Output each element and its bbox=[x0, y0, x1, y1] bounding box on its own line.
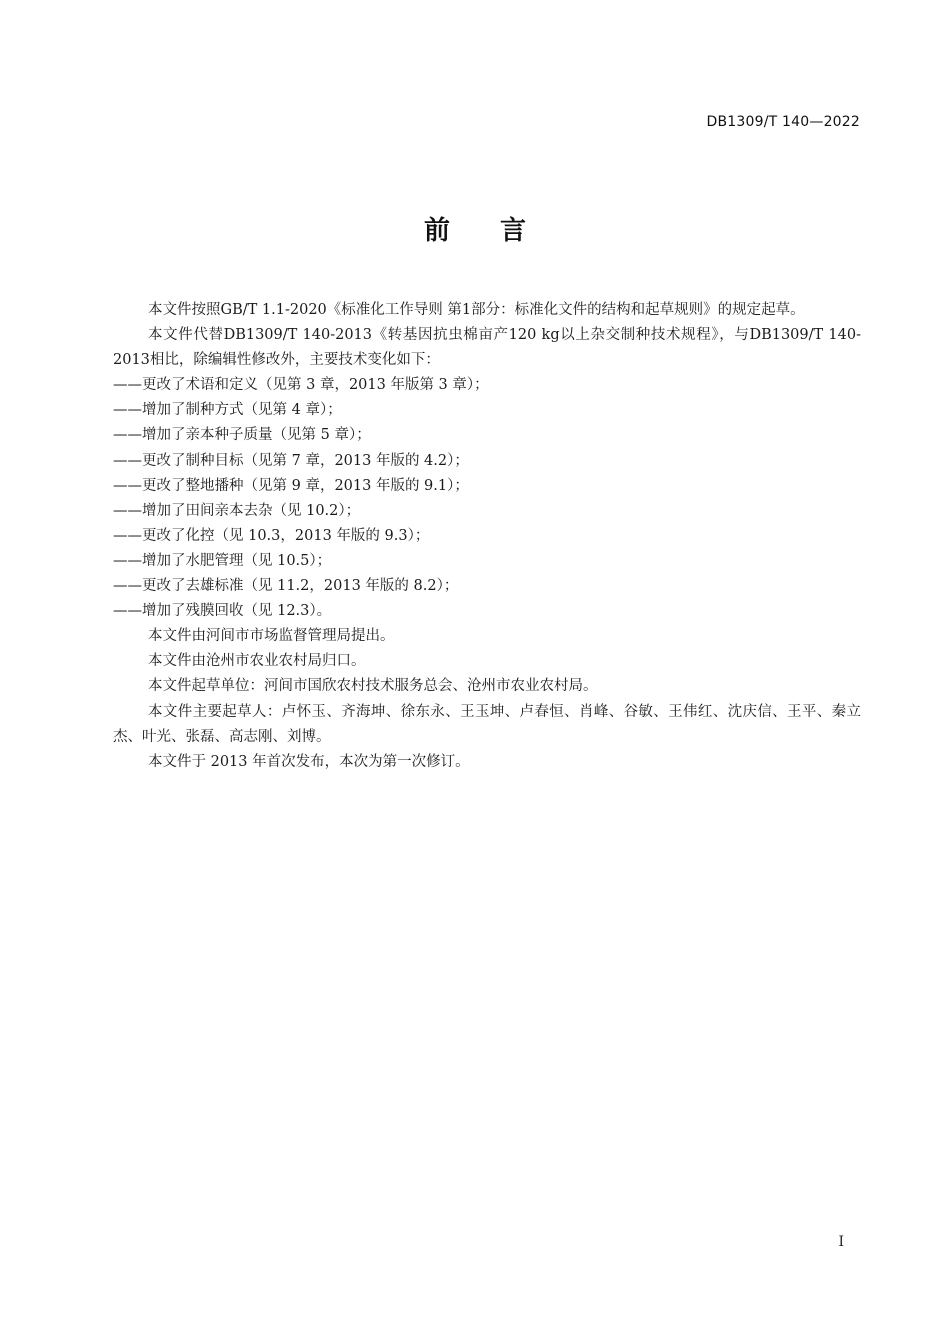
change-item: ——更改了制种目标（见第 7 章，2013 年版的 4.2）； bbox=[113, 452, 469, 469]
foreword-body bbox=[113, 298, 861, 775]
paragraph-drafters: 本文件主要起草人：卢怀玉、齐海坤、徐东永、王玉坤、卢春恒、肖峰、谷敏、王伟红、沈庆信、王平、秦立杰、叶光、张磊、高志刚、刘博。 bbox=[113, 703, 861, 745]
change-item: ——增加了残膜回收（见 12.3）。 bbox=[113, 603, 332, 620]
paragraph-standard-basis: 本文件按照GB/T 1.1-2020《标准化工作导则 第1部分：标准化文件的结构和起草规则》的规定起草。 bbox=[148, 302, 805, 318]
paragraph-proposer: 本文件由河间市市场监督管理局提出。 bbox=[148, 628, 395, 645]
paragraph-drafting-units: 本文件起草单位：河间市国欣农村技术服务总会、沧州市农业农村局。 bbox=[148, 678, 598, 695]
change-item: ——更改了整地播种（见第 9 章，2013 年版的 9.1）； bbox=[113, 477, 469, 494]
change-item: ——更改了术语和定义（见第 3 章，2013 年版第 3 章）； bbox=[113, 377, 489, 394]
title-char-2: 言 bbox=[500, 216, 527, 246]
change-item: ——更改了去雄标准（见 11.2，2013 年版的 8.2）； bbox=[113, 578, 459, 595]
change-item: ——增加了田间亲本去杂（见 10.2）； bbox=[113, 502, 361, 519]
change-item: ——增加了亲本种子质量（见第 5 章）； bbox=[113, 427, 371, 444]
change-item: ——增加了制种方式（见第 4 章）； bbox=[113, 402, 342, 419]
change-item: ——更改了化控（见 10.3，2013 年版的 9.3）； bbox=[113, 527, 430, 544]
change-item: ——增加了水肥管理（见 10.5）； bbox=[113, 552, 332, 569]
page-title bbox=[0, 210, 950, 247]
paragraph-authority: 本文件由沧州市农业农村局归口。 bbox=[148, 653, 366, 670]
page-number: I bbox=[838, 1234, 844, 1250]
title-char-1: 前 bbox=[423, 216, 450, 246]
paragraph-history: 本文件于 2013 年首次发布，本次为第一次修订。 bbox=[148, 753, 470, 770]
paragraph-replacement: 本文件代替DB1309/T 140-2013《转基因抗虫棉亩产120 kg以上杂交制种技术规程》，与DB1309/T 140-2013相比，除编辑性修改外，主要技术变化如下： bbox=[113, 327, 861, 369]
document-code: DB1309/T 140—2022 bbox=[706, 114, 860, 130]
